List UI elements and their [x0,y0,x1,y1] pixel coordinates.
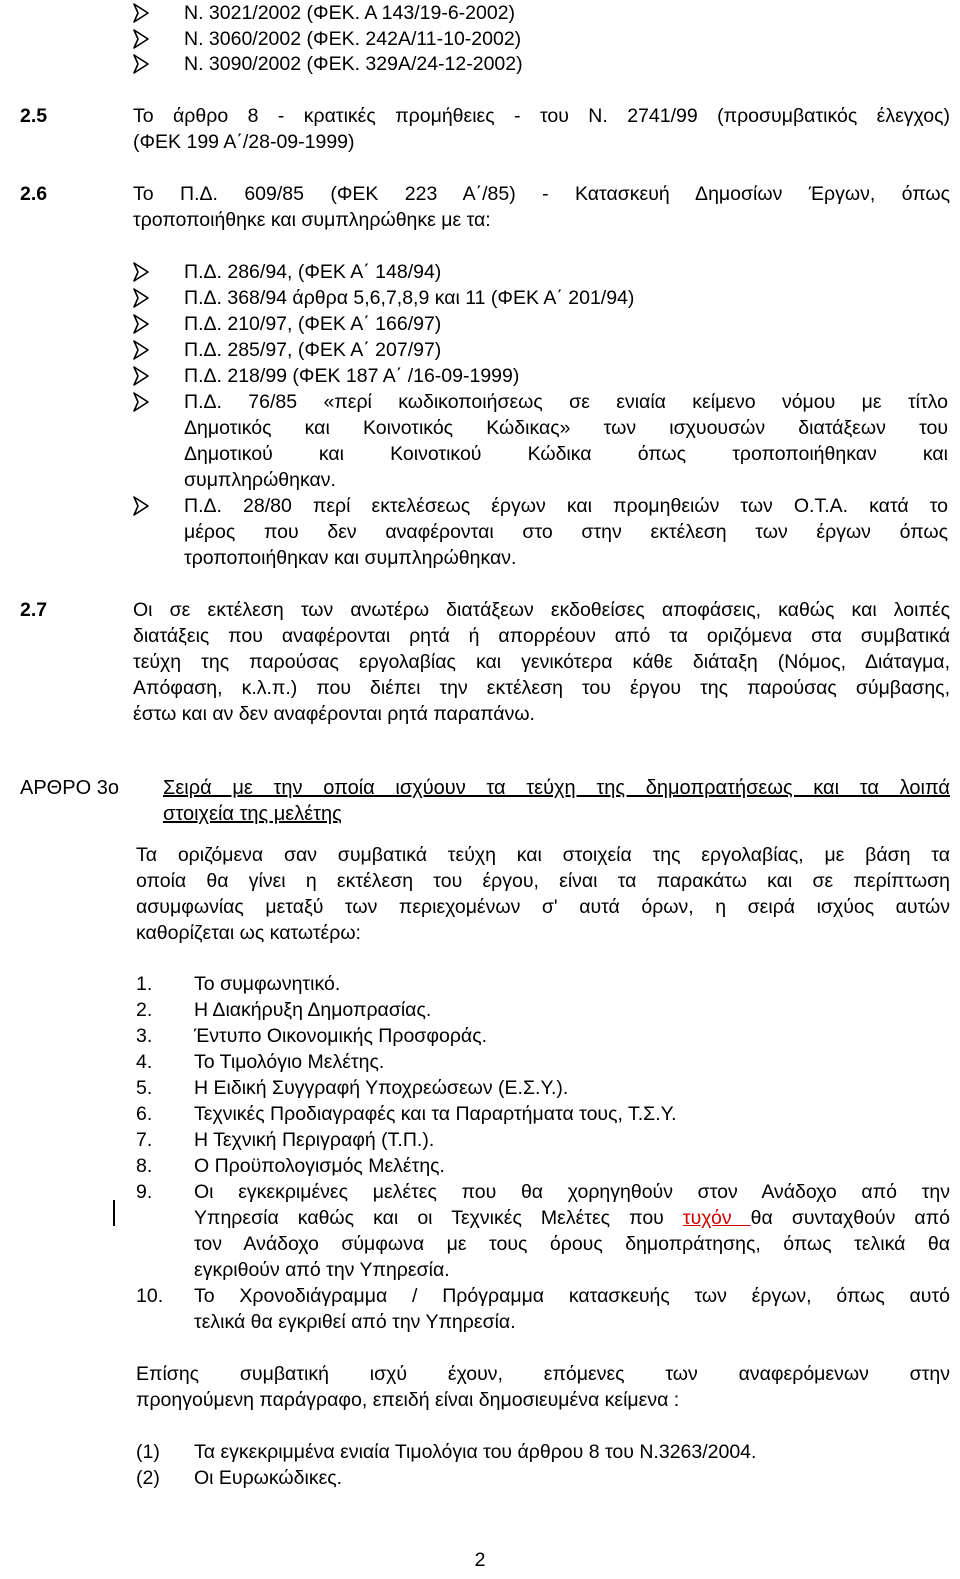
page-number: 2 [474,1549,486,1571]
list-item: Τα εγκεκριμμένα ενιαία Τιμολόγια του άρθρου 8 του Ν.3263/2004. [194,1441,757,1463]
section-text-line: (ΦΕΚ 199 Α΄/28-09-1999) [133,131,355,153]
section-text-line: τεύχη της παρούσας εργολαβίας και γενικότερα κάθε διάταξη (Νόμος, Διάταγμα, [133,651,950,673]
paragraph-line: ασυμφωνίας μεταξύ των περιεχομένων σ' αυτά όρων, η σειρά ισχύος αυτών [136,896,950,918]
arrow-bullet-icon [133,3,149,23]
paragraph-line: προηγούμενη παράγραφο, επειδή είναι δημοσιευμένα κείμενα : [136,1389,680,1411]
section-number: 2.7 [20,599,48,621]
section-text-line: τροποποιήθηκε και συμπληρώθηκε με τα: [133,209,491,231]
list-item-line: Οι εγκεκριμένες μελέτες που θα χορηγηθούν στον Ανάδοχο από την [194,1181,950,1203]
article-title: Σειρά με την οποία ισχύουν τα τεύχη της δημοπρατήσεως και τα λοιπά [163,777,950,799]
arrow-bullet-icon [133,340,149,360]
list-number: 4. [136,1051,153,1073]
list-number: (2) [136,1467,160,1489]
list-number: 8. [136,1155,153,1177]
list-number: 2. [136,999,153,1021]
arrow-bullet-icon [133,288,149,308]
list-number: 6. [136,1103,153,1125]
list-item: Η Ειδική Συγγραφή Υποχρεώσεων (Ε.Σ.Υ.). [194,1077,569,1099]
change-bar [113,1200,115,1226]
arrow-bullet-icon [133,496,149,516]
section-text-line: έστω και αν δεν αναφέρονται ρητά παραπάνω. [133,703,535,725]
section-text-line: Απόφαση, κ.λ.π.) που διέπει την εκτέλεση του έργου της παρούσας σύμβασης, [133,677,950,699]
section-number: 2.6 [20,183,48,205]
list-item: Το Τιμολόγιο Μελέτης. [194,1051,385,1073]
arrow-bullet-icon [133,314,149,334]
arrow-bullet-icon [133,392,149,412]
highlighted-word: τυχόν [682,1207,751,1229]
list-item-line: εγκριθούν από την Υπηρεσία. [194,1259,450,1281]
arrow-bullet-icon [133,54,149,74]
section-text-line: Οι σε εκτέλεση των ανωτέρω διατάξεων εκδοθείσες αποφάσεις, καθώς και λοιπές [133,599,950,621]
list-number: 1. [136,973,153,995]
list-item-line: Υπηρεσία καθώς και οι Τεχνικές Μελέτες που τυχόν θα συνταχθούν από [194,1207,950,1229]
arrow-bullet-icon [133,29,149,49]
list-number: (1) [136,1441,160,1463]
paragraph-line: καθορίζεται ως κατωτέρω: [136,922,361,944]
list-number: 3. [136,1025,153,1047]
list-item-line: τελικά θα εγκριθεί από την Υπηρεσία. [194,1311,516,1333]
list-number: 7. [136,1129,153,1151]
list-item: Η Διακήρυξη Δημοπρασίας. [194,999,432,1021]
section-text-line: Το Π.Δ. 609/85 (ΦΕΚ 223 Α΄/85) - Κατασκευή Δημοσίων Έργων, όπως [133,183,950,205]
section-text-line: Το άρθρο 8 - κρατικές προμήθειες - του Ν. 2741/99 (προσυμβατικός έλεγχος) [133,105,950,127]
list-item-line: Το Χρονοδιάγραμμα / Πρόγραμμα κατασκευής των έργων, όπως αυτό [194,1285,950,1307]
list-item: Έντυπο Οικονομικής Προσφοράς. [194,1025,488,1047]
paragraph-line: οποία θα γίνει η εκτέλεση του έργου, είναι τα παρακάτω και σε περίπτωση [136,870,950,892]
list-number: 9. [136,1181,153,1203]
paragraph-line: Τα οριζόμενα σαν συμβατικά τεύχη και στοιχεία της εργολαβίας, με βάση τα [136,844,950,866]
list-item-line: τον Ανάδοχο σύμφωνα με τους όρους δημοπράτησης, όπως τελικά θα [194,1233,950,1255]
article-label: ΑΡΘΡΟ 3ο [20,777,119,799]
section-text-line: διατάξεις που αναφέρονται ρητά ή απορρέουν από τα οριζόμενα στα συμβατικά [133,625,950,647]
list-item: Τεχνικές Προδιαγραφές και τα Παραρτήματα τους, Τ.Σ.Υ. [194,1103,677,1125]
section-number: 2.5 [20,105,48,127]
list-number: 5. [136,1077,153,1099]
article-title: στοιχεία της μελέτης [163,803,342,825]
paragraph-line: Επίσης συμβατική ισχύ έχουν, επόμενες των αναφερόμενων στην [136,1363,950,1385]
document-page: Ν. 3021/2002 (ΦΕΚ. Α 143/19-6-2002) Ν. 3060/2002 (ΦΕΚ. 242Α/11-10-2002) Ν. 3090/2002 (ΦΕΚ. 329Α/24-12-2002) 2.5 Το άρθρο 8 - κρατικές προμήθειες - του Ν. 2741/99 (προσυμβατικός έλεγχος) (ΦΕΚ 199 Α΄/28-09-1999) 2.6 Το Π.Δ. 609/85 (ΦΕΚ 223 Α΄/85) - Κατασκευή Δημοσίων Έργων, όπως τροποποιήθηκε και συμπληρώθηκε με τα: Π.Δ. 286/94, (ΦΕΚ Α΄ 148/94) Π.Δ. 368/94 άρθρα 5,6,7,8,9 και 11 (ΦΕΚ Α΄ 201/94) Π.Δ. 210/97, (ΦΕΚ Α΄ 166/97) Π.Δ. 285/97, (ΦΕΚ Α΄ 207/97) Π.Δ. 218/99 (ΦΕΚ 187 Α΄ /16-09-1999) Π.Δ. 76/85 «περί κωδικοποιήσεως σε ενιαία κείμενο νόμου με τίτλο Δημοτικός και Κοινοτικός Κώδικας» των ισχυουσών διατάξεων του Δημοτικού και Κοινοτικού Κώδικα όπως τροποποιήθηκαν και συμπληρώθηκαν. Π.Δ. 28/80 περί εκτελέσεως έργων και προμηθειών των Ο.Τ.Α. κατά το μέρος που δεν αναφέρονται στο στην εκτέλεση των έργων όπως τροποποιήθηκαν και συμπληρώθηκαν. 2.7 Οι σε εκτέλεση των ανωτέρω διατάξεων εκδοθείσες αποφάσεις, καθώς και λοιπές διατάξεις που αναφέρονται ρητά ή απορρέουν από τα οριζόμενα στα συμβατικά τεύχη της παρούσας εργολαβίας και γενικότερα κάθε διάταξη (Νόμος, Διάταγμα, Απόφαση, κ.λ.π.) που διέπει την εκτέλεση του έργου της παρούσας σύμβασης, έστω και αν δεν αναφέρονται ρητά παραπάνω. ΑΡΘΡΟ 3ο Σειρά με την οποία ισχύουν τα τεύχη της δημοπρατήσεως και τα λοιπά στοιχεία της μελέτης Τα οριζόμενα σαν συμβατικά τεύχη και στοιχεία της εργολαβίας, με βάση τα οποία θα γίνει η εκτέλεση του έργου, είναι τα παρακάτω και σε περίπτωση ασυμφωνίας μεταξύ των περιεχομένων σ' αυτά όρων, η σειρά ισχύος αυτών καθορίζεται ως κατωτέρω: 1. Το συμφωνητικό. 2. Η Διακήρυξη Δημοπρασίας. 3. Έντυπο Οικονομικής Προσφοράς. 4. Το Τιμολόγιο Μελέτης. 5. Η Ειδική Συγγραφή Υποχρεώσεων (Ε.Σ.Υ.). 6. Τεχνικές Προδιαγραφές και τα Παραρτήματα τους, Τ.Σ.Υ. 7. Η Τεχνική Περιγραφή (Τ.Π.). 8. Ο Προϋπολογισμός Μελέτης. 9. Οι εγκεκριμένες μελέτες που θα χορηγηθούν στον Ανάδοχο από την Υπηρεσία καθώς και οι Τεχνικές Μελέτες που τυχόν θα συνταχθούν από τον Ανάδοχο σύμφωνα με τους όρους δημοπράτησης, όπως τελικά θα εγκριθούν από την Υπηρεσία. 10. Το Χρονοδιάγραμμα / Πρόγραμμα κατασκευής των έργων, όπως αυτό τελικά θα εγκριθεί από την Υπηρεσία. Επίσης συμβατική ισχύ έχουν, επόμενες των αναφερόμενων στην προηγούμενη παράγραφο, επειδή είναι δημοσιευμένα κείμενα : (1) Τα εγκεκριμμένα ενιαία Τιμολόγια του άρθρου 8 του Ν.3263/2004. (2) Οι Ευρωκώδικες. 2 [0,0,960,1579]
list-number: 10. [136,1285,164,1307]
list-item: Οι Ευρωκώδικες. [194,1467,343,1489]
list-item: Η Τεχνική Περιγραφή (Τ.Π.). [194,1129,435,1151]
list-item: Ο Προϋπολογισμός Μελέτης. [194,1155,445,1177]
arrow-bullet-icon [133,366,149,386]
list-item: Το συμφωνητικό. [194,973,341,995]
arrow-bullet-icon [133,262,149,282]
